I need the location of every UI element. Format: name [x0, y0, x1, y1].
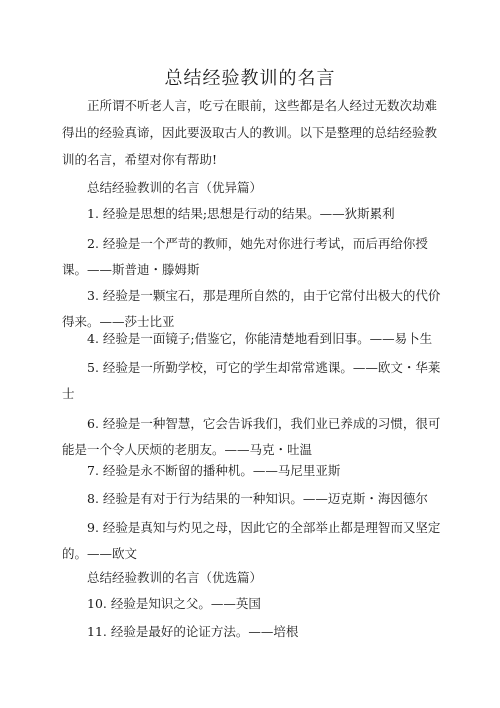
quote-item: 3. 经验是一颗宝石，那是理所自然的，由于它常付出极大的代价得来。——莎士比亚	[62, 288, 441, 329]
section-heading: 总结经验教训的名言（优异篇）	[87, 180, 263, 195]
quote-item: 8. 经验是有对于行为结果的一种知识。——迈克斯・海因德尔	[87, 491, 428, 506]
quote-item: 5. 经验是一所勤学校，可它的学生却常常逃课。——欧文・华莱士	[62, 360, 441, 401]
intro-paragraph: 正所谓不听老人言，吃亏在眼前，这些都是名人经过无数次劫难得出的经验真谛，因此要汲取古人的教训。以下是整理的总结经验教训的名言，希望对你有帮助!	[62, 98, 438, 167]
quote-item: 4. 经验是一面镜子;借鉴它，你能清楚地看到旧事。——易卜生	[87, 331, 433, 346]
quote-item: 11. 经验是最好的论证方法。——培根	[87, 624, 299, 639]
page-title: 总结经验教训的名言	[164, 68, 336, 89]
quote-item: 9. 经验是真知与灼见之母，因此它的全部举止都是理智而又坚定的。——欧文	[62, 520, 441, 561]
quote-item: 2. 经验是一个严苛的教师，她先对你进行考试，而后再给你授课。——斯普迪・滕姆斯	[62, 236, 428, 277]
quote-item: 10. 经验是知识之父。——英国	[87, 596, 261, 611]
quote-item: 6. 经验是一种智慧，它会告诉我们，我们业已养成的习惯，很可能是一个令人厌烦的老朋友。——马克・吐温	[62, 416, 441, 457]
section-heading: 总结经验教训的名言（优选篇）	[87, 570, 263, 585]
quote-item: 1. 经验是思想的结果;思想是行动的结果。——狄斯累利	[87, 206, 395, 221]
quote-item: 7. 经验是永不断留的播种机。——马尼里亚斯	[87, 463, 341, 478]
